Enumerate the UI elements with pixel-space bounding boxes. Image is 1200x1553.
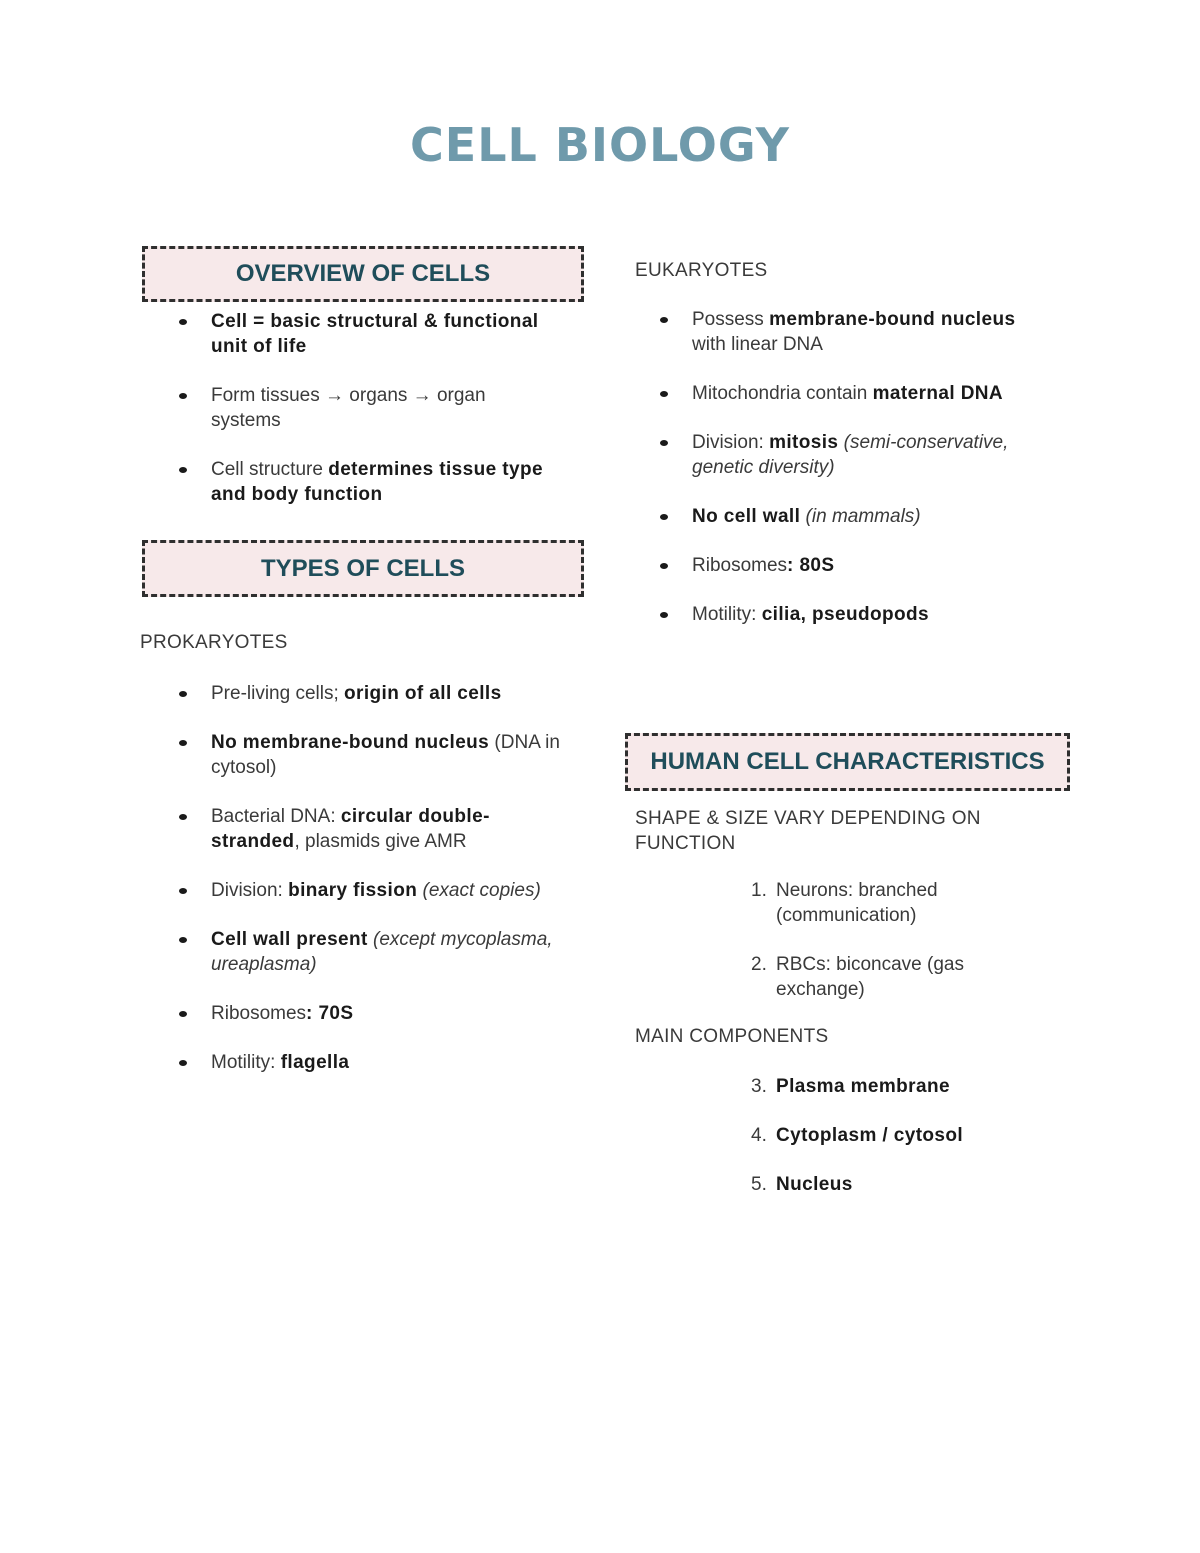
shape-list <box>635 878 1055 1026</box>
bullet-icon <box>660 612 668 618</box>
bullet-icon <box>660 563 668 569</box>
bullet-icon <box>660 391 668 397</box>
components-list <box>635 1074 1055 1221</box>
list-item: Cell = basic structural & functional unit of life <box>140 309 560 359</box>
list-item: Division: binary fission (exact copies) <box>140 878 560 903</box>
bullet-icon <box>179 393 187 399</box>
list-item: Bacterial DNA: circular double-stranded, plasmids give AMR <box>140 804 560 854</box>
bullet-icon <box>660 514 668 520</box>
list-item: Ribosomes: 80S <box>621 553 1051 578</box>
eukaryotes-list <box>621 307 1051 651</box>
list-item: No membrane-bound nucleus (DNA in cytosol) <box>140 730 560 780</box>
human-heading: HUMAN CELL CHARACTERISTICS <box>625 733 1070 791</box>
bullet-icon <box>179 1060 187 1066</box>
overview-heading: OVERVIEW OF CELLS <box>142 246 584 302</box>
shape-label: SHAPE & SIZE VARY DEPENDING ON FUNCTION <box>635 808 981 854</box>
list-item: Motility: flagella <box>140 1050 560 1075</box>
list-item: No cell wall (in mammals) <box>621 504 1051 529</box>
bullet-icon <box>179 814 187 820</box>
components-label: MAIN COMPONENTS <box>635 1026 829 1047</box>
list-item: 2. RBCs: biconcave (gas exchange) <box>751 954 964 1000</box>
list-item: Possess membrane-bound nucleus with linear DNA <box>621 307 1051 357</box>
list-item: Form tissues → organs → organ systems <box>140 383 560 433</box>
prokaryotes-label: PROKARYOTES <box>140 632 288 653</box>
types-heading: TYPES OF CELLS <box>142 540 584 597</box>
list-item: Division: mitosis (semi-conservative, genetic diversity) <box>621 430 1051 480</box>
list-item: Motility: cilia, pseudopods <box>621 602 1051 627</box>
bullet-icon <box>179 319 187 325</box>
overview-list <box>140 309 560 531</box>
prokaryotes-list <box>140 681 560 1099</box>
bullet-icon <box>179 937 187 943</box>
bullet-icon <box>179 740 187 746</box>
list-item: 1. Neurons: branched (communication) <box>751 880 938 926</box>
bullet-icon <box>660 440 668 446</box>
bullet-icon <box>179 691 187 697</box>
list-item: Ribosomes: 70S <box>140 1001 560 1026</box>
list-item: 3. Plasma membrane <box>751 1076 950 1097</box>
list-item: 4. Cytoplasm / cytosol <box>751 1125 964 1146</box>
list-item: 5. Nucleus <box>751 1174 853 1195</box>
list-item: Cell structure determines tissue type and body function <box>140 457 560 507</box>
bullet-icon <box>179 888 187 894</box>
list-item: Pre-living cells; origin of all cells <box>140 681 560 706</box>
bullet-icon <box>660 317 668 323</box>
bullet-icon <box>179 467 187 473</box>
page-title: CELL BIOLOGY <box>410 118 790 172</box>
list-item: Mitochondria contain maternal DNA <box>621 381 1051 406</box>
eukaryotes-label: EUKARYOTES <box>635 260 768 281</box>
bullet-icon <box>179 1011 187 1017</box>
list-item: Cell wall present (except mycoplasma, ureaplasma) <box>140 927 560 977</box>
